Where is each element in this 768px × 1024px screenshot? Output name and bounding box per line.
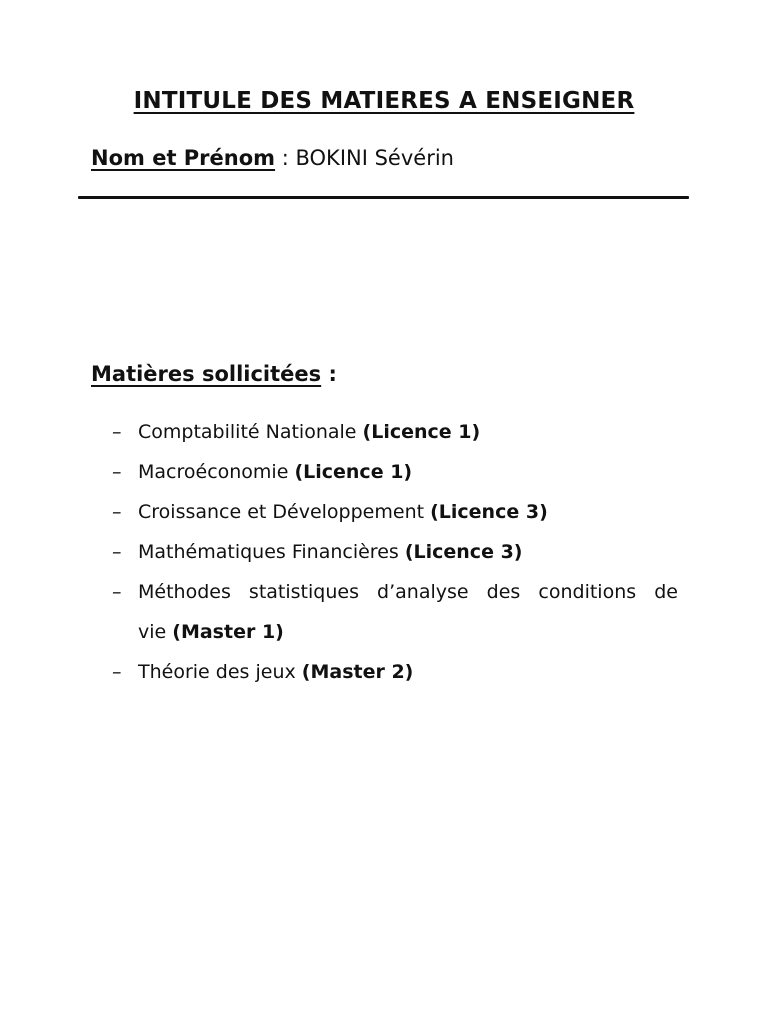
subject-name: Croissance et Développement	[138, 501, 425, 523]
subject-name: Comptabilité Nationale	[138, 421, 357, 443]
dash-bullet-icon: –	[112, 461, 122, 483]
section-heading-label: Matières sollicitées	[91, 362, 322, 386]
dash-bullet-icon: –	[112, 581, 122, 603]
list-item	[112, 412, 678, 452]
list-item	[112, 572, 678, 652]
subject-level: (Master 2)	[301, 661, 414, 683]
subject-level: (Licence 1)	[294, 461, 413, 483]
document-title: INTITULE DES MATIERES A ENSEIGNER	[133, 88, 635, 114]
subject-level: (Licence 3)	[404, 541, 523, 563]
dash-bullet-icon: –	[112, 541, 122, 563]
list-item	[112, 652, 678, 692]
name-separator: :	[275, 146, 296, 170]
dash-bullet-icon: –	[112, 661, 122, 683]
list-item	[112, 452, 678, 492]
name-line	[91, 146, 454, 170]
subject-name: Macroéconomie	[138, 461, 289, 483]
name-value: BOKINI Sévérin	[295, 146, 454, 170]
dash-bullet-icon: –	[112, 501, 122, 523]
subject-name-line-2: vie	[138, 621, 167, 643]
subject-level: (Licence 3)	[430, 501, 548, 523]
subject-list	[112, 412, 678, 692]
section-heading	[91, 362, 337, 386]
dash-bullet-icon: –	[112, 421, 122, 443]
horizontal-rule	[78, 196, 689, 199]
name-label: Nom et Prénom	[91, 146, 276, 170]
subject-name: Théorie des jeux	[138, 661, 296, 683]
subject-level: (Master 1)	[172, 621, 284, 643]
subject-name-line-1: Méthodes statistiques d’analyse des conditions de	[138, 581, 678, 603]
subject-name: Mathématiques Financières	[138, 541, 399, 563]
list-item	[112, 492, 678, 532]
subject-level: (Licence 1)	[362, 421, 481, 443]
list-item	[112, 532, 678, 572]
section-heading-colon: :	[321, 362, 337, 386]
